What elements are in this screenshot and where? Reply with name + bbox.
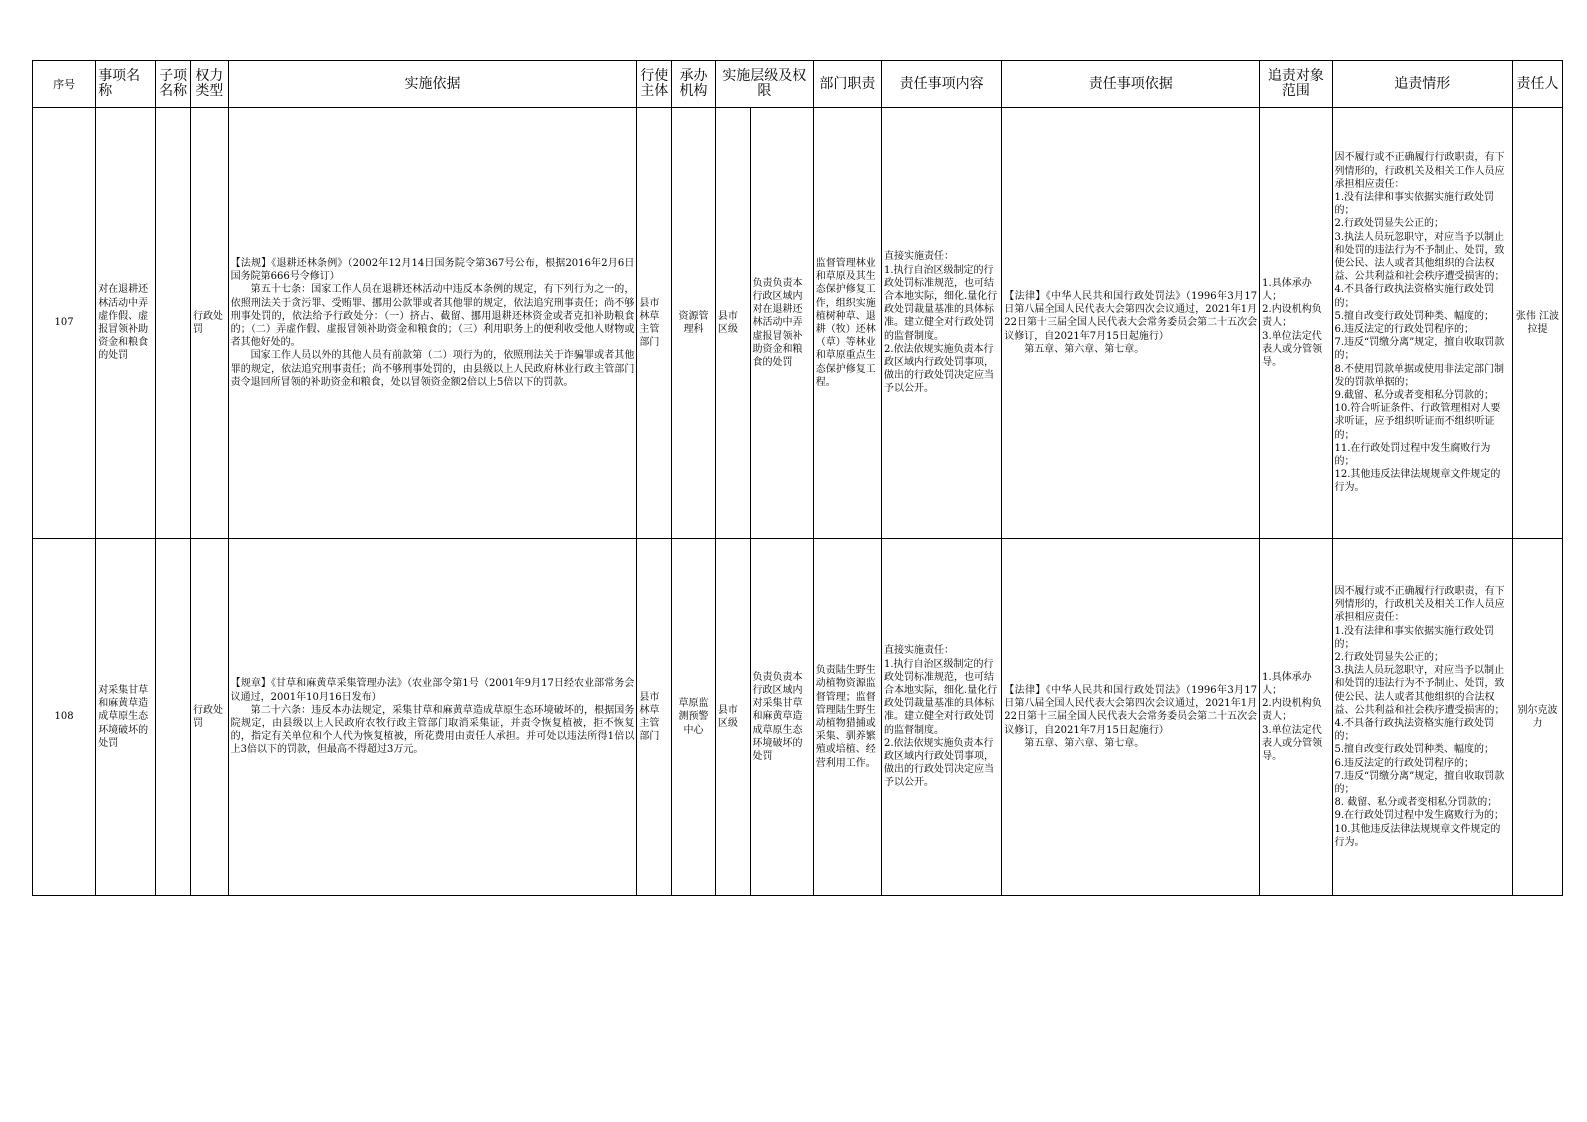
responsibility-table: [32, 60, 1563, 896]
cell-duty: 监督管理林业和草原及其生态保护修复工作，组织实施植树种草、退耕（牧）还林（草）等林业和草原重点生态保护修复工程。: [813, 108, 881, 539]
header-sub-item: 子项名称: [156, 61, 191, 108]
cell-resp-basis: [1002, 108, 1260, 539]
cell-subject: 县市林草主管部门: [637, 539, 672, 896]
header-item-name: 事项名称: [96, 61, 156, 108]
table-row: [33, 539, 1563, 896]
cell-level-desc: 负责负责本行政区域内对在退耕还林活动中弄虚报冒领补助资金和粮食的处罚: [750, 108, 813, 539]
cell-item-name: 对在退耕还林活动中弄虚作假、虚报冒领补助资金和粮食的处罚: [96, 108, 156, 539]
cell-seq: 108: [33, 539, 96, 896]
cell-sub-item: [156, 108, 191, 539]
table-row: [33, 108, 1563, 539]
cell-situation: 因不履行或不正确履行行政职责，有下列情形的，行政机关及相关工作人员应承担相应责任： 1.没有法律和事实依据实施行政处罚的； 2.行政处罚显失公正的； 3.执法人员玩忽职守，对应当予以制止和处罚的违法行为不予制止、处罚，致使公民、法人或者其他组织的合法权益、公共利益和社会秩序遭受损害的； 4.不具备行政执法资格实施行政处罚的； 5.擅自改变行政处罚种类、幅度的； 6.违反法定的行政处罚程序的； 7.违反“罚缴分离”规定，擅自收取罚款的； 8. 截留、私分或者变相私分罚款的； 9.在行政处罚过程中发生腐败行为的； 10.其他违反法律法规规章文件规定的行为。: [1332, 539, 1512, 896]
header-basis: 实施依据: [228, 61, 637, 108]
header-subject: 行使主体: [637, 61, 672, 108]
header-org: 承办机构: [672, 61, 716, 108]
header-resp-content: 责任事项内容: [882, 61, 1002, 108]
header-level: 实施层级及权限: [715, 61, 813, 108]
header-power-type: 权力类型: [190, 61, 228, 108]
cell-situation: 因不履行或不正确履行行政职责，有下列情形的，行政机关及相关工作人员应承担相应责任： 1.没有法律和事实依据实施行政处罚的； 2.行政处罚显失公正的； 3.执法人员玩忽职守，对应当予以制止和处罚的违法行为不予制止、处罚，致使公民、法人或者其他组织的合法权益、公共利益和社会秩序遭受损害的； 4.不具备行政执法资格实施行政处罚的； 5.擅自改变行政处罚种类、幅度的； 6.违反法定的行政处罚程序的； 7.违反“罚缴分离”规定，擅自收取罚款的； 8.不使用罚款单据或使用非法定部门制发的罚款单据的； 9.截留、私分或者变相私分罚款的； 10.符合听证条件、行政管理相对人要求听证，应予组织听证而不组织听证的； 11.在行政处罚过程中发生腐败行为的； 12.其他违反法律法规规章文件规定的行为。: [1332, 108, 1512, 539]
resp-basis-paragraph: 第五章、第六章、第七章。: [1024, 737, 1145, 749]
cell-subject: 县市林草主管部门: [637, 108, 672, 539]
cell-resp-content: 直接实施责任： 1.执行自治区级制定的行政处罚标准规范，也可结合本地实际，细化.量化行政处罚裁量基准的具体标准。建立健全对行政处罚的监督制度。 2.依法依规实施负责本行政区域内行政处罚事项，做出的行政处罚决定应当予以公开。: [882, 108, 1002, 539]
header-scope: 追责对象范围: [1260, 61, 1332, 108]
cell-seq: 107: [33, 108, 96, 539]
cell-level: 县市区级: [715, 108, 750, 539]
cell-level-desc: 负责负责本行政区域内对采集甘草和麻黄草造成草原生态环境破坏的处罚: [750, 539, 813, 896]
basis-heading: 【法规】《退耕还林条例》（2002年12月14日国务院令第367号公布，根据2016年2月6日国务院第666号令修订）: [230, 257, 635, 283]
cell-resp-content: 直接实施责任： 1.执行自治区级制定的行政处罚标准规范，也可结合本地实际，细化.量化行政处罚裁量基准的具体标准。建立健全对行政处罚的监督制度。 2.依法依规实施负责本行政区域内行政处罚事项，做出的行政处罚决定应当予以公开。: [882, 539, 1002, 896]
basis-paragraph: 第五十七条：国家工作人员在退耕还林活动中违反本条例的规定，有下列行为之一的，依照刑法关于贪污罪、受贿罪、挪用公款罪或者其他罪的规定，依法追究刑事责任；尚不够刑事处罚的，依法给予行政处分：（一）挤占、截留、挪用退耕还林资金或者克扣补助粮食的；（二）弄虚作假、虚报冒领补助资金和粮食的；（三）利用职务上的便利收受他人财物或者其他好处的。: [230, 284, 635, 349]
basis-paragraph: 国家工作人员以外的其他人员有前款第（二）项行为的，依照刑法关于诈骗罪或者其他罪的规定，依法追究刑事责任；尚不够刑事处罚的，由县级以上人民政府林业行政主管部门责令退回所冒领的补助资金和粮食，处以冒领资金额2倍以上5倍以下的罚款。: [230, 350, 635, 388]
header-person: 责任人: [1512, 61, 1562, 108]
cell-person: 别尔克波力: [1512, 539, 1562, 896]
cell-scope: 1.具体承办人； 2.内设机构负责人； 3.单位法定代表人或分管领导。: [1260, 108, 1332, 539]
cell-basis: [228, 539, 637, 896]
header-seq: 序号: [33, 61, 96, 108]
cell-basis: [228, 108, 637, 539]
cell-power-type: 行政处罚: [190, 108, 228, 539]
cell-resp-basis: [1002, 539, 1260, 896]
basis-heading: 【规章】《甘草和麻黄草采集管理办法》（农业部令第1号（2001年9月17日经农业部常务会议通过，2001年10月16日发布）: [230, 678, 635, 703]
cell-org: 草原监测预警中心: [672, 539, 716, 896]
cell-power-type: 行政处罚: [190, 539, 228, 896]
resp-basis-heading: 【法律】《中华人民共和国行政处罚法》（1996年3月17日第八届全国人民代表大会第四次会议通过，2021年1月22日第十三届全国人民代表大会常务委员会第二十五次会议修订，自2021年7月15日起施行）: [1004, 290, 1258, 342]
resp-basis-heading: 【法律】《中华人民共和国行政处罚法》（1996年3月17日第八届全国人民代表大会第四次会议通过，2021年1月22日第十三届全国人民代表大会常务委员会第二十五次会议修订，自2021年7月15日起施行）: [1004, 684, 1258, 736]
cell-scope: 1.具体承办人； 2.内设机构负责人； 3.单位法定代表人或分管领导。: [1260, 539, 1332, 896]
cell-person: 张伟 江波拉提: [1512, 108, 1562, 539]
header-duty: 部门职责: [813, 61, 881, 108]
header-resp-basis: 责任事项依据: [1002, 61, 1260, 108]
cell-item-name: 对采集甘草和麻黄草造成草原生态环境破坏的处罚: [96, 539, 156, 896]
header-row: [33, 61, 1563, 108]
cell-level: 县市区级: [715, 539, 750, 896]
basis-paragraph: 第二十六条：违反本办法规定，采集甘草和麻黄草造成草原生态环境破坏的，根据国务院规定，由县级以上人民政府农牧行政主管部门取消采集证，并责令恢复植被，拒不恢复的，指定有关单位和个人代为恢复植被，所花费用由责任人承担。并可处以违法所得1倍以上3倍以下的罚款，但最高不得超过3万元。: [230, 704, 635, 756]
cell-org: 资源管理科: [672, 108, 716, 539]
cell-duty: 负责陆生野生动植物资源监督管理；监督管理陆生野生动植物猎捕或采集、驯养繁殖或培植、经营利用工作。: [813, 539, 881, 896]
resp-basis-paragraph: 第五章、第六章、第七章。: [1024, 343, 1145, 355]
header-situation: 追责情形: [1332, 61, 1512, 108]
cell-sub-item: [156, 539, 191, 896]
